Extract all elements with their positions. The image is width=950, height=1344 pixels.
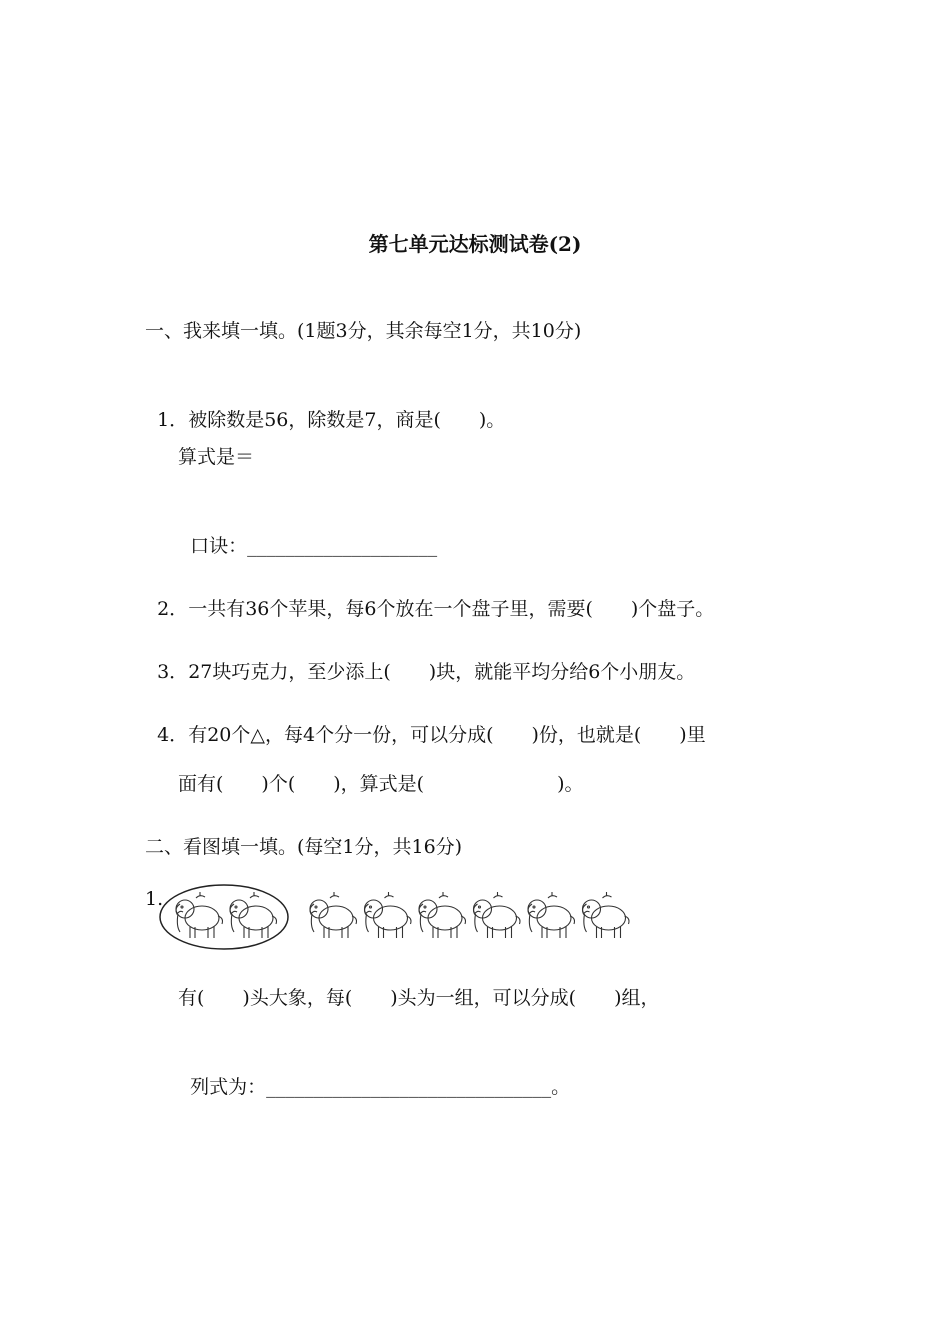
question-text: 27块巧克力，至少添上( )块，就能平均分给6个小朋友。 [188, 661, 696, 683]
question-number: 1. [145, 888, 164, 910]
question-text: 一共有36个苹果，每6个放在一个盘子里，需要( )个盘子。 [188, 598, 715, 620]
elephant-picture [158, 882, 638, 952]
question-text: 有( )头大象，每( )头为一组，可以分成( )组， [178, 987, 660, 1009]
question-number: 4． [157, 724, 189, 746]
question-1 [145, 381, 505, 433]
page-title: 第七单元达标测试卷(2) [368, 232, 582, 256]
formula-line [178, 1048, 570, 1100]
elephant-icon [176, 892, 223, 938]
question-text: 被除数是56，除数是7，商是( )。 [188, 409, 506, 431]
question-text: 有20个△，每4个分一份，可以分成( )份，也就是( )里 [188, 724, 706, 746]
rhyme-line [178, 507, 437, 559]
formula-line: 算式是＝ [178, 446, 255, 468]
elephant-icon [310, 892, 357, 938]
rhyme-label: 口诀： [190, 535, 248, 557]
group-ellipse [160, 885, 288, 949]
elephant-icon [230, 892, 277, 938]
elephant-icon [528, 892, 575, 938]
question-4-continued: 面有( )个( )，算式是( )。 [178, 773, 584, 795]
elephant-icon [365, 892, 412, 938]
elephant-icon [583, 892, 630, 938]
formula-label: 列式为： [190, 1076, 267, 1098]
rhyme-blank[interactable]: ____________________ [247, 535, 438, 557]
formula-blank[interactable]: ______________________________ [266, 1076, 552, 1098]
question-number: 3． [157, 661, 189, 683]
question-4 [145, 696, 706, 748]
elephant-icon [419, 892, 466, 938]
question-number: 2． [157, 598, 189, 620]
question-3 [145, 633, 695, 685]
question-number: 1． [157, 409, 189, 431]
question-2 [145, 570, 714, 622]
section2-header: 二、看图填一填。(每空1分，共16分) [145, 836, 463, 858]
formula-end: 。 [551, 1076, 571, 1098]
section1-header: 一、我来填一填。(1题3分，其余每空1分，共10分) [145, 320, 582, 342]
elephant-icon [474, 892, 521, 938]
